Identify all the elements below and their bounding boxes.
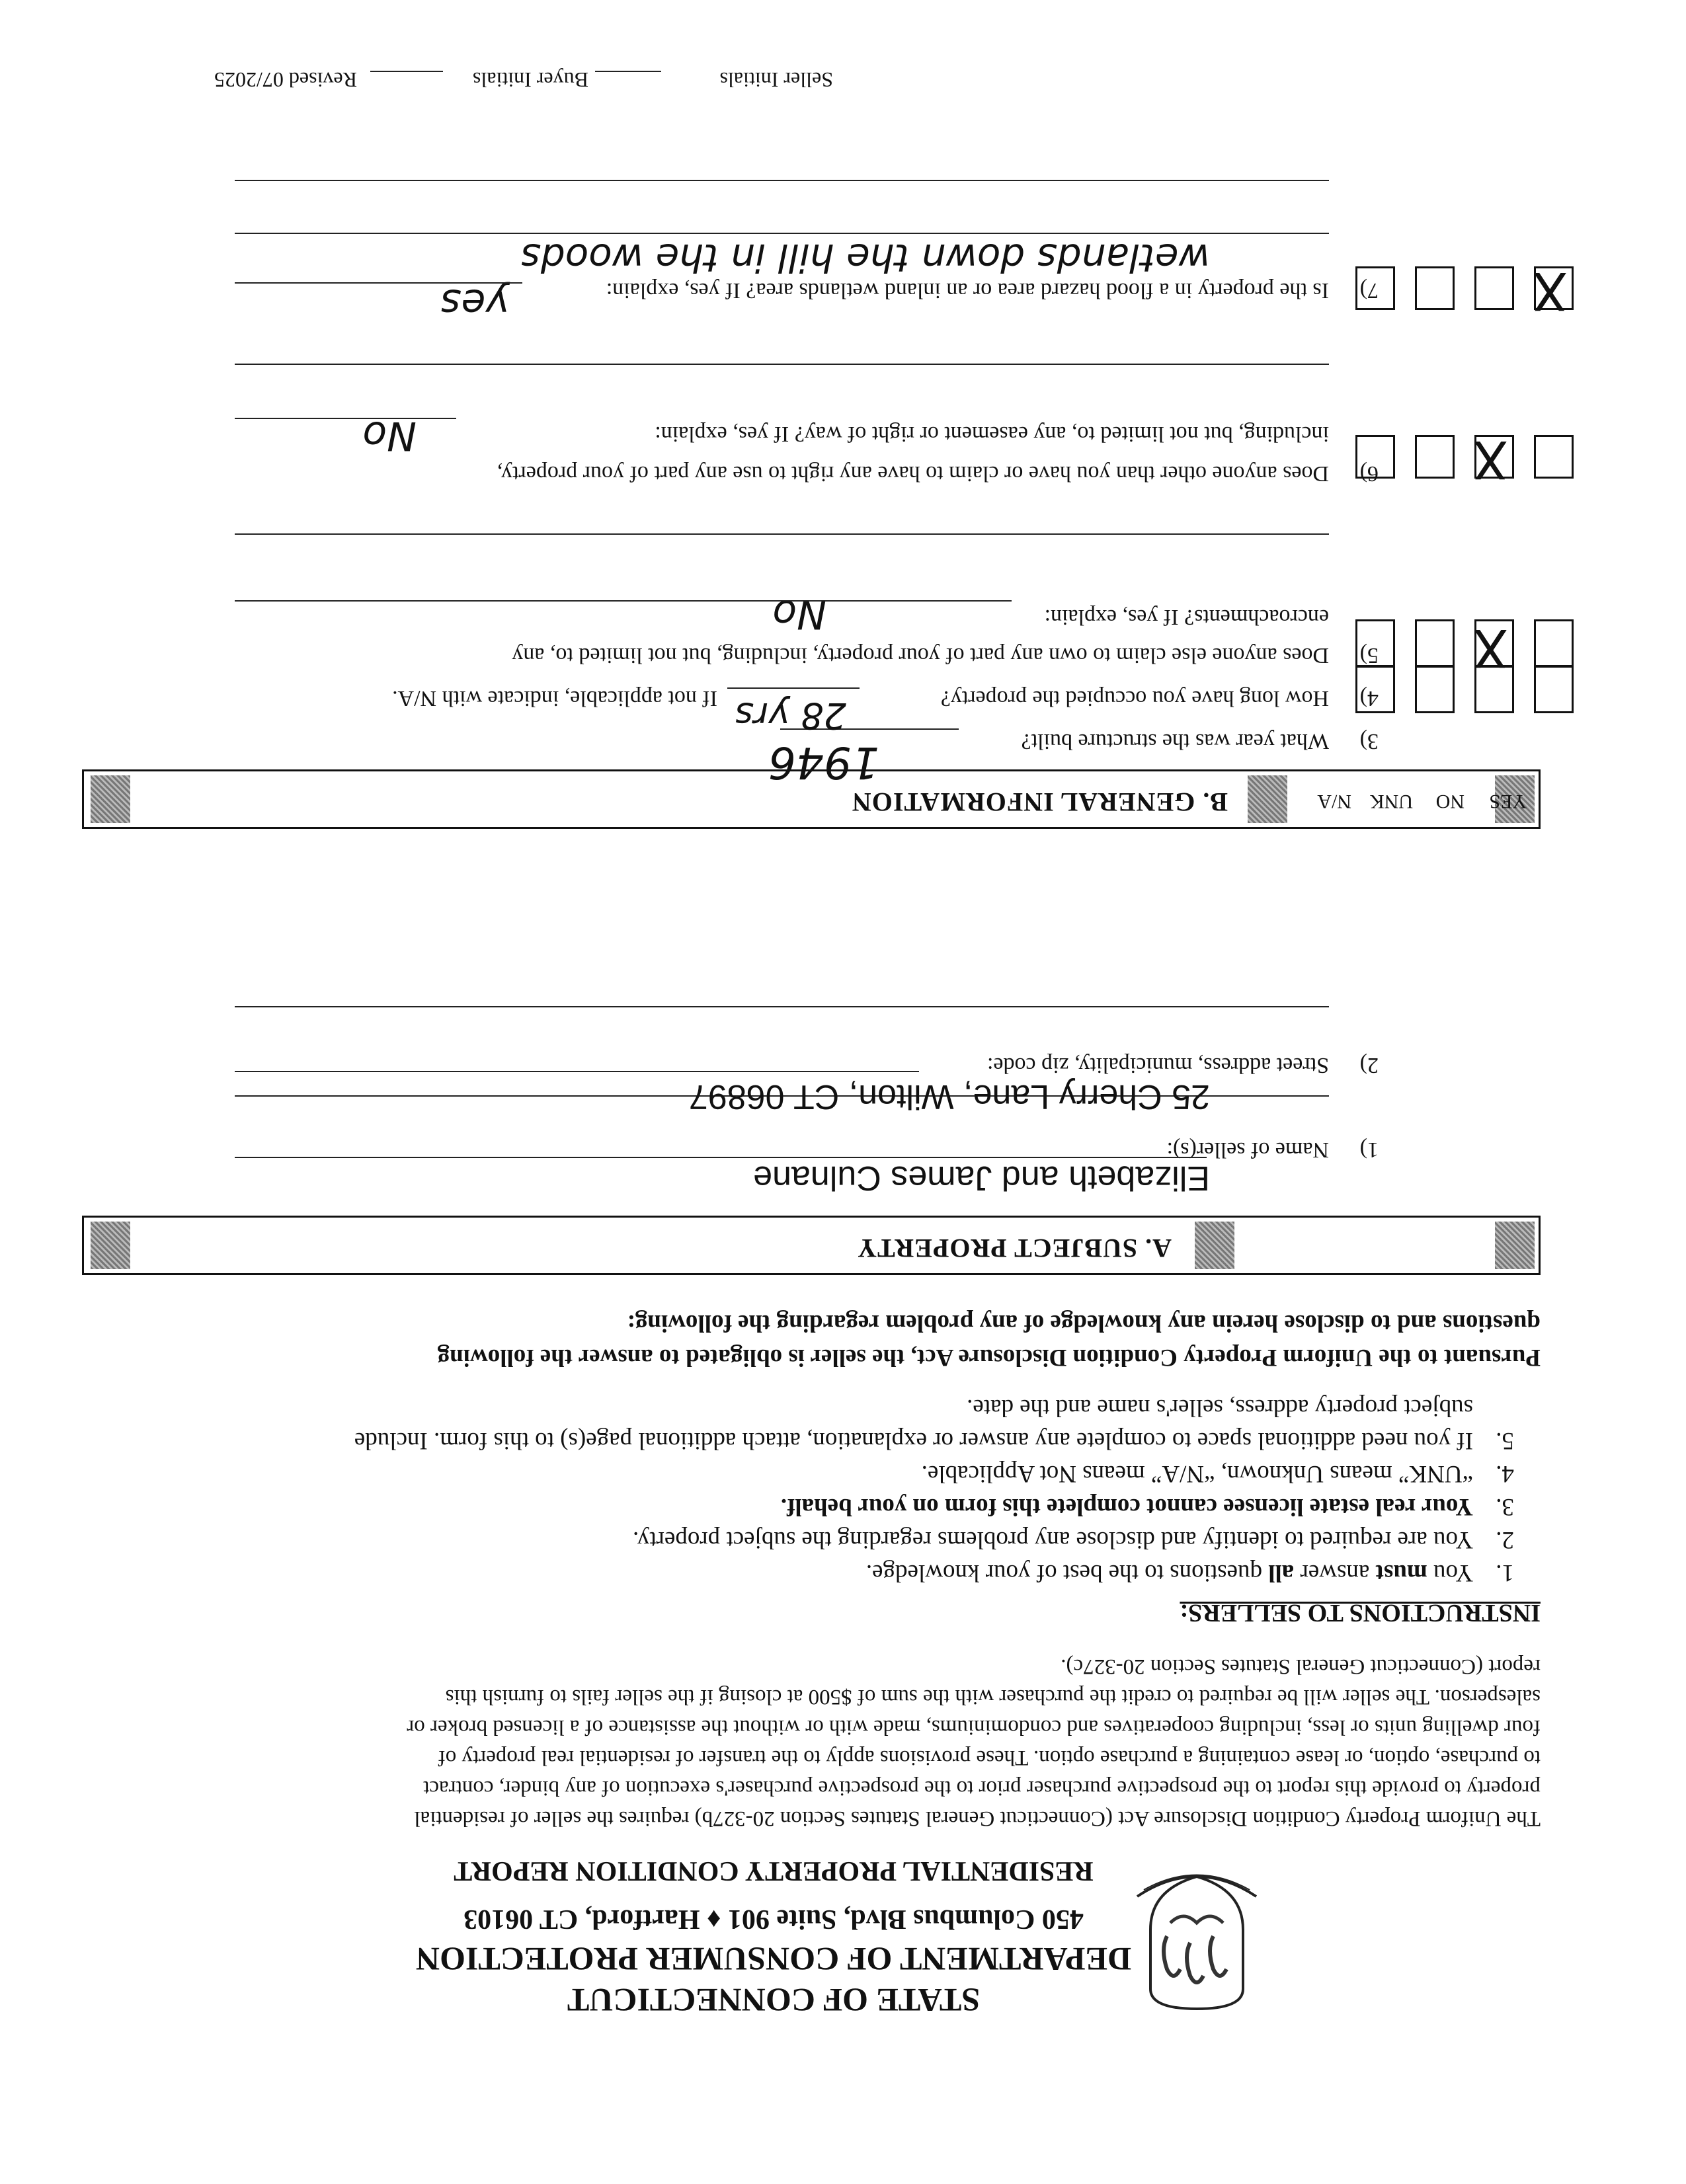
check-mark: X	[1532, 260, 1568, 320]
check-mark: X	[1472, 429, 1508, 488]
shade-block	[1248, 775, 1287, 823]
shade-block	[1195, 1222, 1234, 1269]
q6-na-box[interactable]	[1355, 435, 1395, 479]
q7-unk-box[interactable]	[1415, 266, 1455, 310]
q6-no-box[interactable]	[1472, 429, 1514, 488]
intro-line: salesperson. The seller will be required to credit the purchaser with the sum of $500 at closing if the seller fails to furnish this	[445, 1685, 1541, 1709]
q5-na-box[interactable]	[1355, 619, 1395, 667]
occupancy-answer[interactable]: 28 yrs	[735, 695, 846, 736]
q4-yes-box[interactable]	[1534, 666, 1574, 713]
year-built-answer[interactable]: 1946	[768, 737, 879, 788]
q6-text-2: including, but not limited to, any easement or right of way? If yes, explain:	[655, 422, 1329, 446]
q7-explain-line	[235, 282, 522, 284]
q5-no-box[interactable]	[1472, 617, 1514, 677]
q7-explain-line-3	[235, 180, 1329, 181]
q1-label: Name of seller(s):	[1166, 1138, 1329, 1162]
report-title: RESIDENTIAL PROPERTY CONDITION REPORT	[454, 1855, 1094, 1886]
section-b-title: B. GENERAL INFORMATION	[851, 787, 1228, 817]
q7-answer-detail[interactable]: wetlands down the hill in the woods	[520, 235, 1210, 280]
revised-date: Revised 07/2025	[214, 68, 357, 92]
q7-yes-box[interactable]	[1532, 260, 1574, 320]
q7-explain-line-2	[235, 233, 1329, 234]
intro-line: four dwelling units or less, including cooperatives and condominiums, made with or without the assistance of a licensed broker or	[407, 1715, 1541, 1739]
q5-yes-box[interactable]	[1534, 619, 1574, 667]
address-line	[235, 1071, 919, 1072]
instruction-item-continued: subject property address, seller's name and the date.	[967, 1394, 1473, 1421]
q4-na-note: If not applicable, indicate with N/A.	[392, 686, 717, 711]
q6-explain-line-2	[235, 364, 1329, 365]
seller-initials-label: Seller Initials	[719, 68, 833, 92]
buyer-initials-label: Buyer Initials	[472, 68, 588, 92]
q5-explain-line	[235, 600, 1012, 602]
pursuant-statement	[73, 1306, 1541, 1374]
pursuant-line: questions and to disclose herein any knowledge of any problem regarding the following:	[627, 1309, 1541, 1337]
instruction-item: 3.Your real estate licensee cannot complete this form on your behalf.	[780, 1493, 1514, 1520]
buyer-initials-line[interactable]	[370, 71, 443, 72]
col-no: NO	[1435, 791, 1465, 812]
instruction-item: 2.You are required to identify and disclose any problems regarding the subject property.	[632, 1526, 1514, 1553]
q7-number: 7)	[1359, 278, 1379, 303]
occupancy-line	[727, 687, 860, 689]
state-title: STATE OF CONNECTICUT	[567, 1982, 981, 2019]
q7-na-box[interactable]	[1355, 266, 1395, 310]
department-address: 450 Columbus Blvd, Suite 901 ♦ Hartford, CT 06103	[463, 1904, 1084, 1934]
section-a-title: A. SUBJECT PROPERTY	[857, 1233, 1172, 1263]
q5-number: 5)	[1359, 643, 1379, 668]
intro-line: report (Connecticut General Statutes Section 20-327c).	[1061, 1655, 1541, 1678]
intro-line: The Uniform Property Condition Disclosure Act (Connecticut General Statutes Section 20-327b) requires the seller of residential	[414, 1807, 1541, 1830]
col-na: N/A	[1317, 791, 1351, 812]
q4-no-box[interactable]	[1474, 666, 1514, 713]
seller-name-line	[235, 1157, 1207, 1158]
instructions-title: INSTRUCTIONS TO SELLERS:	[1180, 1599, 1541, 1627]
shade-block	[91, 1222, 130, 1269]
q4-unk-box[interactable]	[1415, 666, 1455, 713]
q7-no-box[interactable]	[1474, 266, 1514, 310]
q3-text: What year was the structure built?	[1021, 729, 1329, 754]
q6-text-1: Does anyone other than you have or claim to have any right to use any part of your property,	[497, 461, 1329, 486]
q6-number: 6)	[1359, 461, 1379, 486]
q5-unk-box[interactable]	[1415, 619, 1455, 667]
q4-text: How long have you occupied the property?	[940, 686, 1329, 711]
shade-block	[1495, 1222, 1535, 1269]
check-mark: X	[1472, 617, 1508, 677]
instruction-item: 4.“UNK” means Unknown, “N/A” means Not Applicable.	[921, 1460, 1514, 1487]
intro-line: to purchase, option, or lease containing a purchase option. These provisions apply to the transfer of residential real property of	[438, 1746, 1541, 1770]
q5-text-2: encroachments? If yes, explain:	[1044, 605, 1329, 629]
shade-block	[91, 775, 130, 823]
address-line-2	[235, 1006, 1329, 1007]
instructions-list	[73, 1391, 1514, 1589]
q6-yes-box[interactable]	[1534, 435, 1574, 479]
intro-line: property to provide this report to the prospective purchaser prior to the prospective purchaser's execution of any binder, contract	[423, 1776, 1541, 1800]
instruction-item: 5.If you need additional space to complete any answer or explanation, attach additional page(s) to this form. Include	[354, 1427, 1514, 1454]
address-value[interactable]: 25 Cherry Lane, Wilton, CT 06897	[688, 1077, 1210, 1116]
seller-name-value[interactable]: Elizabeth and James Culnane	[753, 1159, 1210, 1197]
q2-label: Street address, municipality, zip code:	[986, 1053, 1329, 1077]
instruction-item: 1.You must answer all questions to the best of your knowledge.	[865, 1559, 1514, 1586]
q6-answer[interactable]: No	[362, 412, 417, 459]
q4-number: 4)	[1359, 686, 1379, 711]
q6-unk-box[interactable]	[1415, 435, 1455, 479]
q4-na-box[interactable]	[1355, 666, 1395, 713]
q5-answer[interactable]: No	[772, 591, 826, 637]
intro-paragraph	[73, 1651, 1541, 1834]
q3-number: 3)	[1359, 729, 1379, 754]
q5-explain-line-2	[235, 533, 1329, 535]
col-yes: YES	[1489, 791, 1527, 812]
pursuant-line: Pursuant to the Uniform Property Condition Disclosure Act, the seller is obligated to answer the following	[437, 1344, 1541, 1371]
q7-answer[interactable]: yes	[440, 280, 509, 327]
q6-explain-line	[235, 418, 456, 419]
section-a-header	[82, 1216, 1541, 1275]
department-title: DEPARTMENT OF CONSUMER PROTECTION	[415, 1941, 1132, 1978]
q5-text-1: Does anyone else claim to own any part of your property, including, but not limited to, any	[512, 643, 1329, 668]
q1-number: 1)	[1359, 1138, 1379, 1162]
q2-number: 2)	[1359, 1053, 1379, 1077]
q7-text: Is the property in a flood hazard area or an inland wetlands area? If yes, explain:	[606, 278, 1329, 303]
seller-initials-line[interactable]	[595, 71, 661, 72]
col-unk: UNK	[1370, 791, 1413, 812]
